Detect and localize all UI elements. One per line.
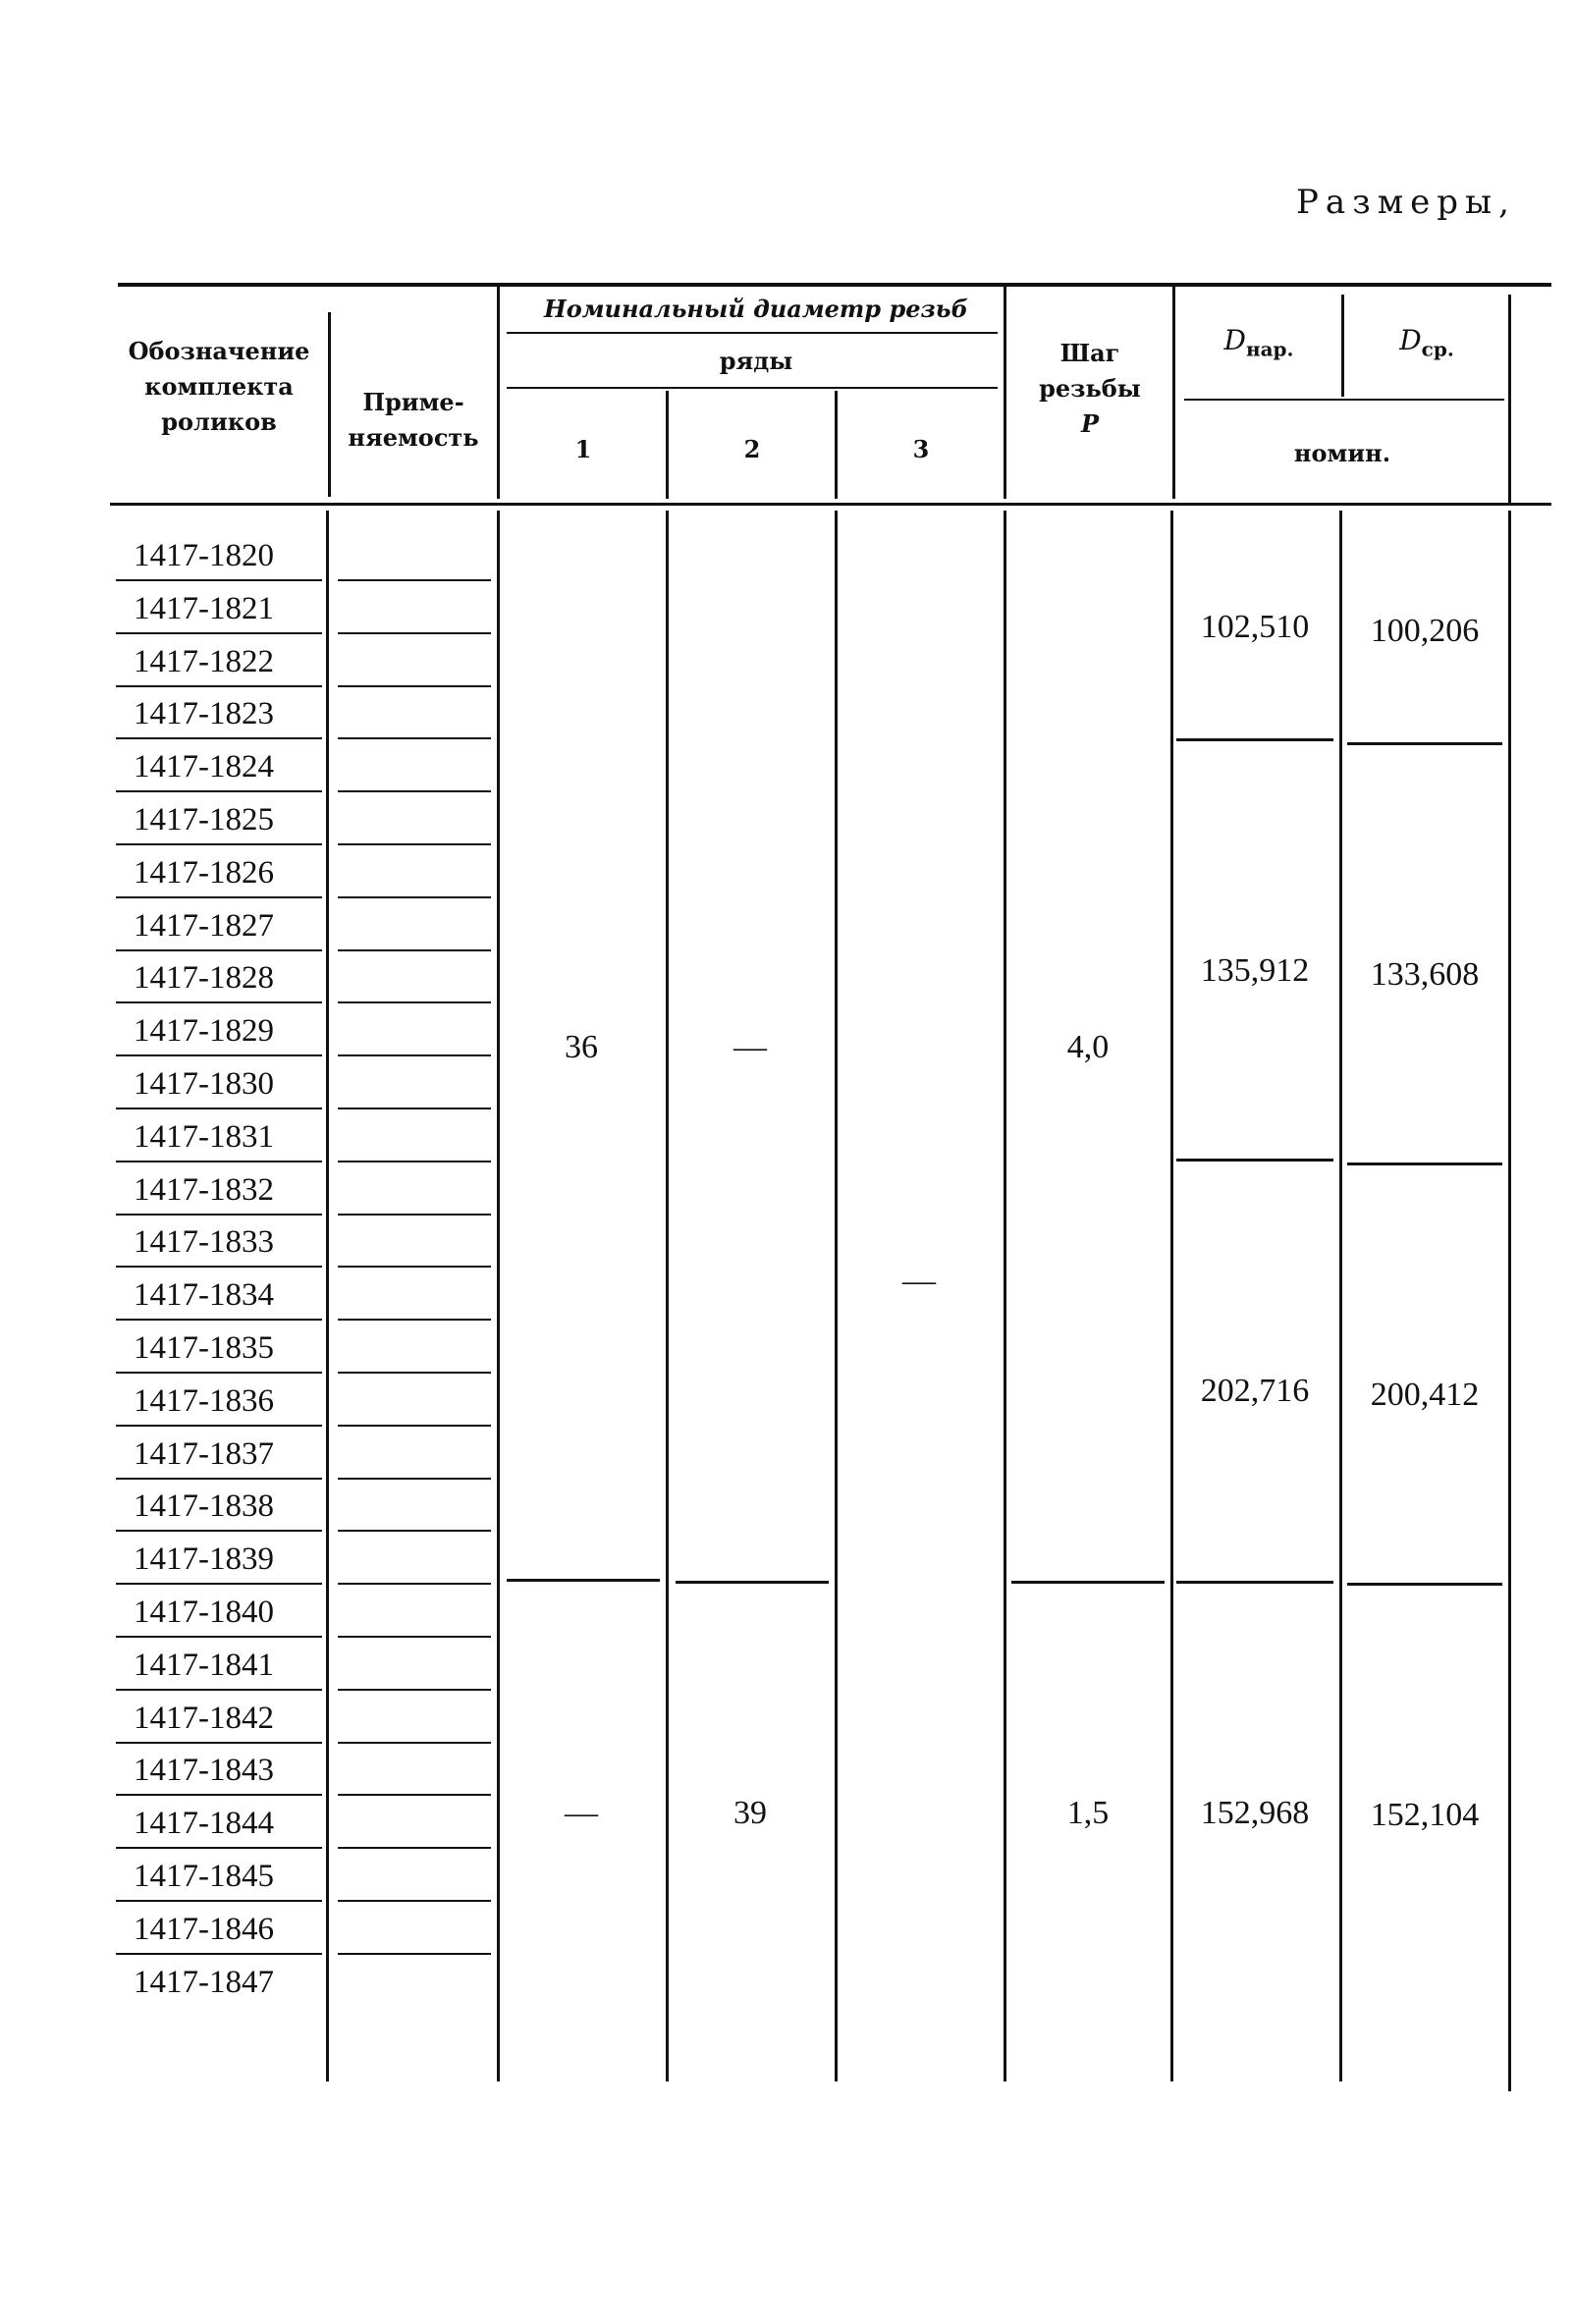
header-pitch-text: Шаг резьбы — [1039, 339, 1141, 403]
d-mean-1: 100,206 — [1370, 613, 1480, 649]
header-designation — [116, 334, 322, 440]
applicability-row-rule — [338, 1583, 491, 1585]
d-sep-1b — [1347, 742, 1502, 745]
designation-row-rule — [116, 1161, 322, 1162]
applicability-row-rule — [338, 685, 491, 687]
designation-row-rule — [116, 1742, 322, 1744]
group-sep-rows — [507, 1579, 660, 1582]
applicability-row-rule — [338, 1425, 491, 1427]
d-sep-2b — [1347, 1162, 1502, 1165]
applicability-row-rule — [338, 1054, 491, 1056]
designation-code: 1417-1826 — [134, 854, 274, 891]
d-mean-3: 200,412 — [1370, 1377, 1480, 1413]
designation-code: 1417-1821 — [134, 590, 274, 626]
hdr-v8 — [1508, 295, 1511, 503]
designation-code: 1417-1827 — [134, 907, 274, 944]
designation-row-rule — [116, 1319, 322, 1321]
designation-code: 1417-1834 — [134, 1277, 274, 1314]
body-v7 — [1339, 511, 1342, 2081]
designation-row-rule — [116, 1900, 322, 1902]
group-a-row2: — — [733, 1029, 767, 1065]
d-sep-3 — [1176, 1581, 1333, 1584]
applicability-row-rule — [338, 1266, 491, 1268]
hdr-v4 — [835, 391, 838, 499]
designation-code: 1417-1830 — [134, 1066, 274, 1102]
applicability-row-rule — [338, 1108, 491, 1109]
designation-code: 1417-1841 — [134, 1647, 274, 1683]
hdr-rule-rows — [507, 387, 998, 389]
applicability-row-rule — [338, 1161, 491, 1162]
designation-code: 1417-1832 — [134, 1171, 274, 1208]
designation-row-rule — [116, 1266, 322, 1268]
body-v6 — [1170, 511, 1173, 2081]
applicability-row-rule — [338, 1478, 491, 1480]
applicability-row-rule — [338, 790, 491, 792]
hdr-v5 — [1004, 285, 1006, 499]
group-a-row1: 36 — [565, 1029, 598, 1065]
applicability-row-rule — [338, 632, 491, 634]
group-b-row1: — — [565, 1795, 598, 1831]
header-row-2: 2 — [743, 435, 761, 463]
designation-code: 1417-1847 — [134, 1964, 274, 2000]
header-pitch — [1007, 336, 1172, 442]
designation-row-rule — [116, 1689, 322, 1691]
applicability-row-rule — [338, 1530, 491, 1532]
designation-row-rule — [116, 1108, 322, 1109]
hdr-rule-diameter — [507, 332, 998, 334]
designation-code: 1417-1820 — [134, 538, 274, 573]
group-sep-row2 — [676, 1581, 829, 1584]
designation-row-rule — [116, 843, 322, 845]
header-nominal: номин. — [1293, 439, 1391, 467]
designation-code: 1417-1845 — [134, 1859, 274, 1894]
designation-code: 1417-1838 — [134, 1488, 274, 1525]
designation-row-rule — [116, 1847, 322, 1849]
applicability-row-rule — [338, 1953, 491, 1955]
designation-row-rule — [116, 1583, 322, 1585]
designation-row-rule — [116, 632, 322, 634]
designation-row-rule — [116, 1001, 322, 1003]
designation-code: 1417-1839 — [134, 1541, 274, 1578]
d-sep-2 — [1176, 1159, 1333, 1162]
applicability-row-rule — [338, 1001, 491, 1003]
d-sep-3b — [1347, 1583, 1502, 1586]
designation-row-rule — [116, 1478, 322, 1480]
hdr-v2 — [497, 285, 500, 499]
header-designation-text: Обозначение комплекта роликов — [128, 337, 310, 436]
applicability-row-rule — [338, 949, 491, 951]
group-b-pitch: 1,5 — [1066, 1795, 1110, 1831]
row3-value: — — [902, 1263, 936, 1299]
d-outer-1: 102,510 — [1200, 609, 1310, 645]
designation-code: 1417-1842 — [134, 1700, 274, 1736]
group-a-pitch: 4,0 — [1066, 1029, 1110, 1065]
hdr-v6 — [1172, 285, 1175, 499]
designation-code: 1417-1833 — [134, 1224, 274, 1261]
hdr-v3 — [666, 391, 669, 499]
designation-row-rule — [116, 1425, 322, 1427]
header-row-1: 1 — [574, 435, 592, 463]
d-outer-3: 202,716 — [1200, 1373, 1310, 1409]
designation-code: 1417-1844 — [134, 1806, 274, 1842]
header-row-3: 3 — [912, 435, 930, 463]
applicability-row-rule — [338, 1214, 491, 1216]
hdr-v1 — [328, 312, 331, 497]
designation-row-rule — [116, 685, 322, 687]
d-sep-1 — [1176, 738, 1333, 741]
body-v8 — [1508, 511, 1511, 2091]
designation-row-rule — [116, 1636, 322, 1638]
header-d-outer-symbol: D — [1223, 324, 1246, 356]
designation-code: 1417-1823 — [134, 696, 274, 732]
designation-row-rule — [116, 1530, 322, 1532]
applicability-row-rule — [338, 579, 491, 581]
applicability-row-rule — [338, 1794, 491, 1796]
designation-code: 1417-1835 — [134, 1330, 274, 1366]
designation-code: 1417-1825 — [134, 802, 274, 838]
header-d-mean-symbol: D — [1399, 324, 1422, 356]
d-mean-4: 152,104 — [1370, 1797, 1480, 1833]
designation-code: 1417-1836 — [134, 1382, 274, 1419]
applicability-row-rule — [338, 1900, 491, 1902]
applicability-row-rule — [338, 896, 491, 898]
applicability-row-rule — [338, 1372, 491, 1374]
header-top-rule — [118, 283, 1551, 287]
designation-code: 1417-1843 — [134, 1753, 274, 1789]
designation-row-rule — [116, 1953, 322, 1955]
designation-row-rule — [116, 949, 322, 951]
designation-row-rule — [116, 1372, 322, 1374]
designation-row-rule — [116, 896, 322, 898]
page-caption: Размеры, — [1296, 183, 1516, 222]
designation-code: 1417-1831 — [134, 1118, 274, 1155]
body-v5 — [1004, 511, 1006, 2081]
designation-code: 1417-1846 — [134, 1911, 274, 1947]
designation-code: 1417-1828 — [134, 960, 274, 997]
applicability-row-rule — [338, 1742, 491, 1744]
designation-code: 1417-1829 — [134, 1013, 274, 1050]
d-outer-4: 152,968 — [1200, 1795, 1310, 1831]
header-applicability — [334, 350, 493, 456]
designation-code: 1417-1840 — [134, 1594, 274, 1630]
group-sep-pitch — [1011, 1581, 1165, 1584]
header-applicability-text: Приме- няемость — [348, 388, 479, 452]
body-v3 — [666, 511, 669, 2081]
header-d-mean-sub: ср. — [1421, 337, 1454, 361]
body-v2 — [497, 511, 500, 2081]
applicability-row-rule — [338, 737, 491, 739]
applicability-row-rule — [338, 1636, 491, 1638]
designation-row-rule — [116, 737, 322, 739]
header-d-outer — [1176, 324, 1341, 361]
designation-row-rule — [116, 1214, 322, 1216]
header-d-outer-sub: нар. — [1245, 337, 1294, 361]
hdr-rule-nominal — [1184, 399, 1504, 401]
applicability-row-rule — [338, 1319, 491, 1321]
designation-code: 1417-1822 — [134, 643, 274, 679]
applicability-row-rule — [338, 1689, 491, 1691]
designation-code: 1417-1837 — [134, 1435, 274, 1472]
header-nominal-diameter: Номинальный диаметр резьб — [544, 295, 968, 323]
designation-code: 1417-1824 — [134, 749, 274, 785]
hdr-v7 — [1341, 295, 1344, 397]
group-b-row2: 39 — [733, 1795, 767, 1831]
designation-row-rule — [116, 1054, 322, 1056]
header-pitch-symbol: P — [1080, 409, 1100, 438]
header-d-mean — [1345, 324, 1508, 361]
designation-row-rule — [116, 1794, 322, 1796]
designation-row-rule — [116, 790, 322, 792]
d-outer-2: 135,912 — [1200, 952, 1310, 989]
designation-row-rule — [116, 579, 322, 581]
applicability-row-rule — [338, 1847, 491, 1849]
header-bottom-rule — [110, 503, 1551, 506]
applicability-row-rule — [338, 843, 491, 845]
header-rows-label: ряды — [719, 347, 793, 375]
d-mean-2: 133,608 — [1370, 956, 1480, 993]
